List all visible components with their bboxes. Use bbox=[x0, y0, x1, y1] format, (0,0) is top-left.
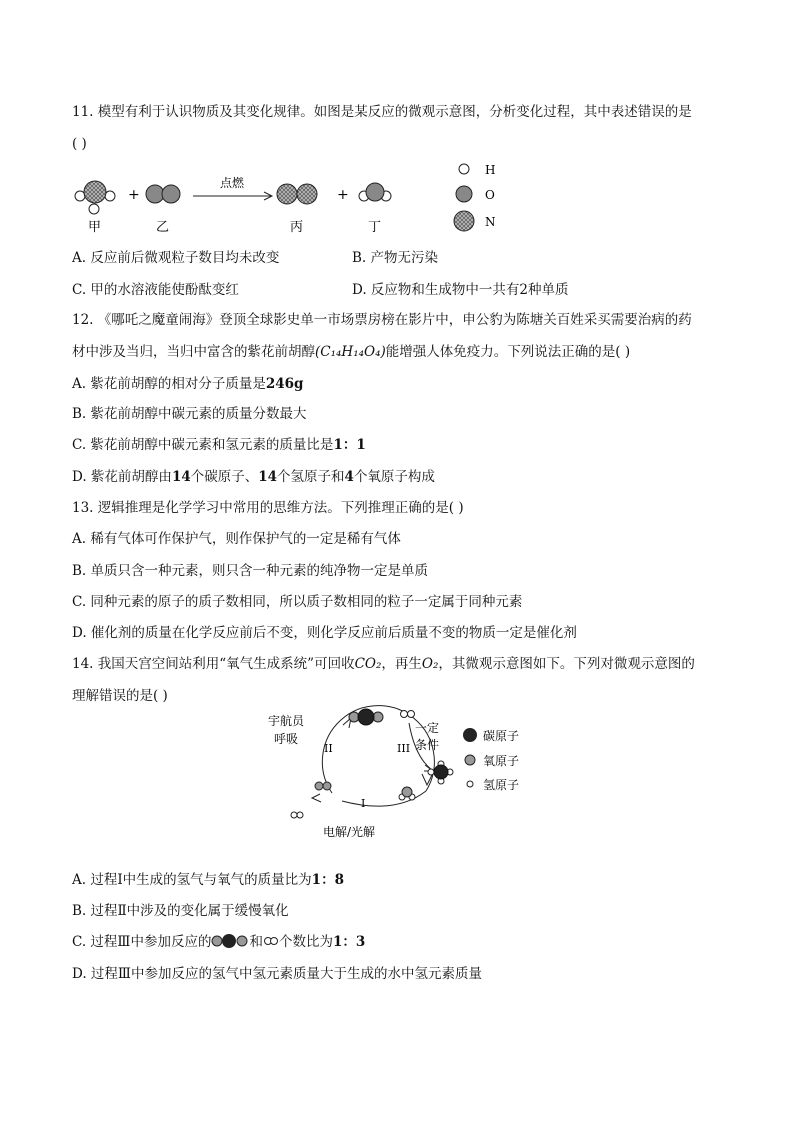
roman-ii: II bbox=[324, 742, 333, 755]
roman-i: I bbox=[361, 797, 366, 810]
astronaut-line2: 呼吸 bbox=[274, 732, 299, 746]
q11-stem: 11. 模型有利于认识物质及其变化规律。如图是某反应的微观示意图，分析变化过程，其中表述错误的是 bbox=[72, 104, 692, 120]
q12-stem: 12. 《哪吒之魔童闹海》登顶全球影史单一市场票房榜在影片中，申公豹为陈塘关百姓采买需要治病的药 bbox=[72, 312, 692, 328]
q14-option-c[interactable]: C. 过程Ⅲ中参加反应的 和 个数比为1：3 bbox=[72, 934, 366, 950]
q14-option-d[interactable]: D. 过程Ⅲ中参加反应的氢气中氢元素质量大于生成的水中氢元素质量 bbox=[72, 966, 482, 982]
label-bing: 丙 bbox=[290, 220, 304, 235]
q11-option-b[interactable]: B. 产物无污染 bbox=[352, 250, 439, 266]
roman-iii: III bbox=[397, 742, 411, 755]
q13-option-c[interactable]: C. 同种元素的原子的质子数相同，所以质子数相同的粒子一定属于同种元素 bbox=[72, 594, 523, 610]
q13-option-d[interactable]: D. 催化剂的质量在化学反应前后不变，则化学反应前后质量不变的物质一定是催化剂 bbox=[72, 625, 577, 641]
legend-n: N bbox=[485, 215, 496, 229]
legend-hydrogen: 氢原子 bbox=[483, 778, 520, 792]
h2-molecule bbox=[401, 711, 415, 718]
q14-option-b[interactable]: B. 过程Ⅱ中涉及的变化属于缓慢氧化 bbox=[72, 903, 289, 919]
legend-oxygen: 氧原子 bbox=[483, 754, 520, 768]
condition-line2: 条件 bbox=[415, 738, 440, 752]
q12-option-a[interactable]: A. 紫花前胡醇的相对分子质量是246g bbox=[72, 376, 304, 392]
q14-cycle-diagram bbox=[250, 705, 540, 845]
legend-carbon: 碳原子 bbox=[483, 729, 520, 743]
q12-formula: (C₁₄H₁₄O₄) bbox=[315, 344, 386, 360]
q14-legend bbox=[463, 728, 519, 792]
q14-stem-line2: 理解错误的是( ) bbox=[72, 688, 168, 704]
h2-inline-icon bbox=[263, 934, 279, 948]
q11-option-d[interactable]: D. 反应物和生成物中一共有2种单质 bbox=[352, 282, 569, 298]
q12-option-d[interactable]: D. 紫花前胡醇由14个碳原子、14个氢原子和4个氧原子构成 bbox=[72, 469, 435, 485]
q13-option-a[interactable]: A. 稀有气体可作保护气，则作保护气的一定是稀有气体 bbox=[72, 531, 401, 547]
q14-co2: CO₂ bbox=[354, 656, 382, 672]
q14-stem: 14. 我国天宫空间站利用“氧气生成系统”可回收CO₂，再生O₂，其微观示意图如下。下列对微观示意图的 bbox=[72, 656, 695, 672]
q11-reaction-diagram bbox=[68, 158, 518, 238]
q12-stem-line2: 材中涉及当归，当归中富含的紫花前胡醇(C₁₄H₁₄O₄)能增强人体免疫力。下列说法正确的是( ) bbox=[72, 344, 631, 360]
arrow-i-icon bbox=[312, 794, 321, 802]
q14-o2: O₂ bbox=[421, 656, 439, 672]
q12-option-c[interactable]: C. 紫花前胡醇中碳元素和氢元素的质量比是1：1 bbox=[72, 437, 366, 453]
q11-option-c[interactable]: C. 甲的水溶液能使酚酞变红 bbox=[72, 282, 239, 298]
o2-molecule bbox=[315, 782, 331, 790]
astronaut-line1: 宇航员 bbox=[268, 714, 305, 728]
legend-o: O bbox=[485, 188, 495, 202]
legend-h: H bbox=[485, 163, 496, 177]
h2o-molecule bbox=[399, 787, 415, 800]
molecule-bing bbox=[277, 184, 317, 204]
label-ding: 丁 bbox=[368, 220, 382, 235]
plus-sign: + bbox=[337, 187, 349, 203]
molecule-jia bbox=[75, 181, 115, 214]
h2-product bbox=[291, 812, 303, 818]
co2-inline-icon bbox=[211, 934, 249, 948]
molecule-yi bbox=[146, 185, 180, 203]
ch4-molecule bbox=[428, 761, 453, 784]
bottom-label: 电解/光解 bbox=[323, 825, 376, 839]
q13-stem: 13. 逻辑推理是化学学习中常用的思维方法。下列推理正确的是( ) bbox=[72, 500, 464, 516]
q13-option-b[interactable]: B. 单质只含一种元素，则只含一种元素的纯净物一定是单质 bbox=[72, 563, 429, 579]
q14-option-a[interactable]: A. 过程Ⅰ中生成的氢气与氧气的质量比为1：8 bbox=[72, 872, 344, 888]
plus-sign: + bbox=[128, 187, 140, 203]
q12-option-b[interactable]: B. 紫花前胡醇中碳元素的质量分数最大 bbox=[72, 406, 307, 422]
condition-line1: 一定 bbox=[415, 721, 440, 735]
q11-legend bbox=[454, 163, 496, 231]
label-jia: 甲 bbox=[88, 220, 102, 235]
q11-option-a[interactable]: A. 反应前后微观粒子数目均未改变 bbox=[72, 250, 280, 266]
arrow-label: 点燃 bbox=[220, 176, 245, 190]
molecule-ding bbox=[359, 183, 391, 201]
q11-paren: ( ) bbox=[72, 136, 87, 152]
label-yi: 乙 bbox=[156, 220, 170, 235]
